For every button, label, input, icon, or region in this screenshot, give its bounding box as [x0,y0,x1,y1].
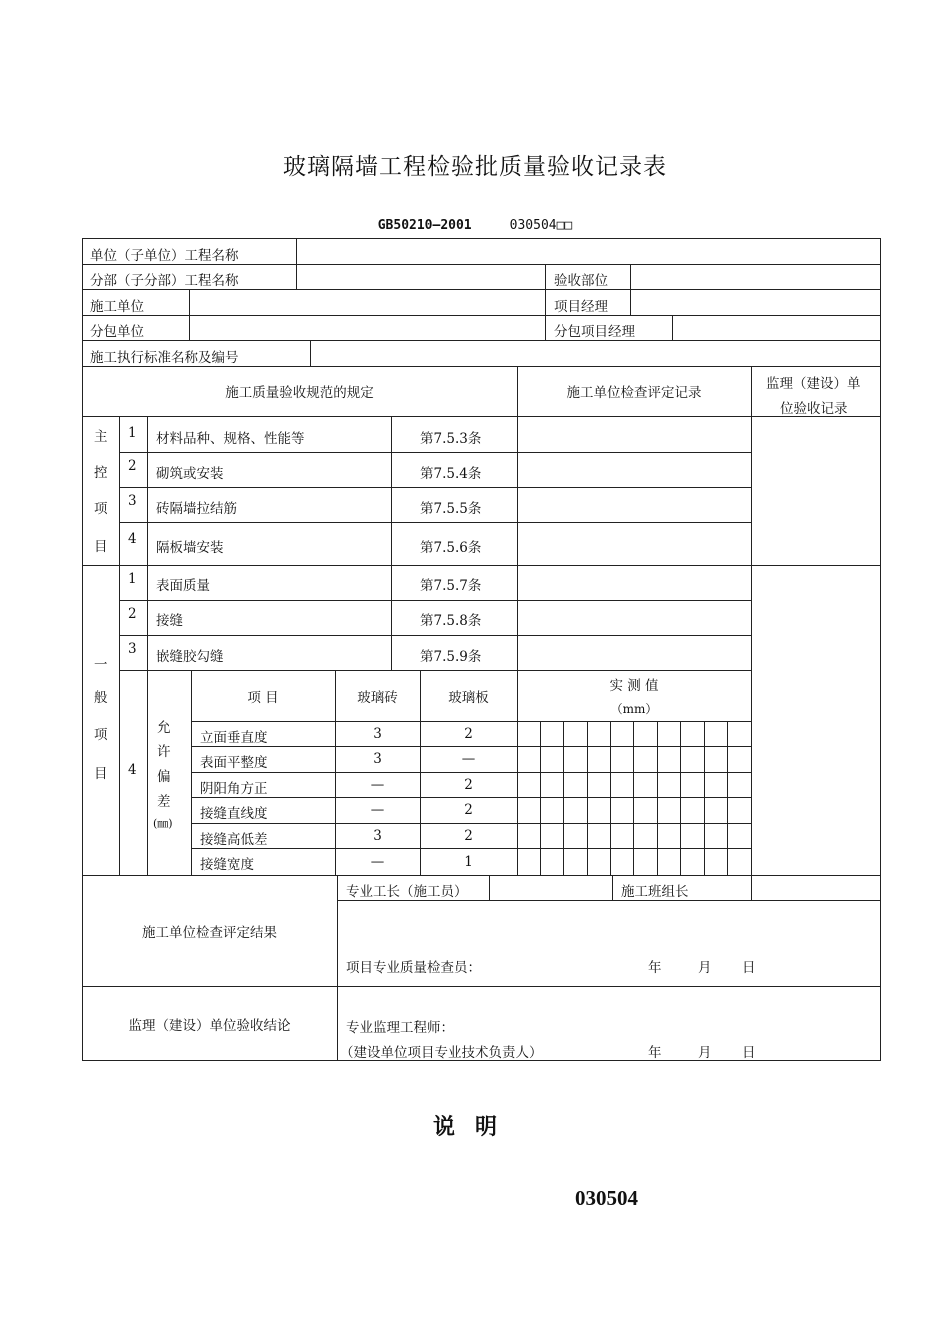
team-leader-label: 施工班组长 [621,884,689,900]
general-item-name: 接缝 [156,613,183,629]
conclusion-date-year: 年 [648,1045,662,1061]
general-label-char: 目 [94,766,108,782]
general-item-number: 1 [128,571,137,587]
deviation-row-panel: 2 [464,827,473,844]
deviation-col-brick-header: 玻璃砖 [357,689,398,706]
deviation-row-panel: 2 [464,802,473,818]
deviation-row-brick: — [370,853,385,870]
deviation-row-item: 表面平整度 [200,755,268,771]
form-number: 030504□□ [509,218,573,233]
spec-column-header: 施工质量验收规范的规定 [225,385,374,401]
general-label-char: 般 [94,690,108,706]
general-item-name: 嵌缝胶勾缝 [156,649,224,665]
check-record-column-header: 施工单位检查评定记录 [566,385,702,401]
footer-code: 030504 [575,1186,638,1210]
deviation-label-char: 偏 [157,769,171,785]
deviation-col-panel-header: 玻璃板 [448,689,489,706]
form-title: 玻璃隔墙工程检验批质量验收记录表 [283,154,667,180]
main-control-label-char: 控 [94,465,108,481]
deviation-row-panel: 2 [464,725,473,742]
main-item-clause: 第7.5.3条 [420,431,482,447]
supervision-record-header-line1: 监理（建设）单 [766,376,861,392]
foreman-label: 专业工长（施工员） [346,884,468,900]
deviation-row-panel: — [461,751,476,767]
quality-inspector-label: 项目专业质量检查员： [346,960,481,976]
deviation-row-panel: 1 [464,853,473,870]
deviation-row-item: 接缝宽度 [200,857,254,873]
measured-value-header: 实 测 值 [609,678,659,694]
main-control-label-char: 项 [94,501,108,517]
supervision-engineer-label: 专业监理工程师： [346,1020,454,1036]
result-date-day: 日 [742,960,756,976]
general-item-clause: 第7.5.9条 [420,649,482,665]
main-item-clause: 第7.5.5条 [420,501,482,517]
main-item-number: 3 [128,493,137,509]
main-item-name: 材料品种、规格、性能等 [156,431,305,447]
deviation-label-char: 允 [157,720,171,736]
deviation-label-char: 差 [157,794,171,810]
general-label-char: 项 [94,727,108,743]
main-control-label-char: 主 [94,429,108,445]
deviation-row-item: 阴阳角方正 [200,781,268,797]
supervision-record-header-line2: 位验收记录 [780,401,848,417]
main-item-number: 4 [128,531,137,547]
standard-label: 施工执行标准名称及编号 [90,350,239,366]
deviation-col-item-header: 项 目 [247,689,279,706]
deviation-row-brick: — [370,802,385,818]
deviation-row-item: 接缝直线度 [200,806,268,822]
inspection-part-label: 验收部位 [554,273,608,289]
main-item-name: 隔板墙安装 [156,540,224,556]
general-item-clause: 第7.5.7条 [420,578,482,594]
sub-project-label: 分部（子分部）工程名称 [90,273,239,289]
standard-code: GB50210—2001 [377,218,472,233]
check-result-label: 施工单位检查评定结果 [142,925,277,941]
deviation-row-brick: 3 [373,751,382,767]
deviation-label-unit: (㎜) [153,817,173,830]
result-date-year: 年 [648,960,662,976]
main-item-number: 2 [128,458,137,474]
conclusion-date-month: 月 [698,1045,712,1061]
deviation-row-item: 立面垂直度 [200,730,268,746]
description-title: 说明 [432,1115,517,1140]
general-item-number: 2 [128,606,137,622]
deviation-row-item: 接缝高低差 [200,832,268,848]
general-label-char: 一 [94,657,108,673]
supervision-conclusion-label: 监理（建设）单位验收结论 [128,1017,291,1034]
general-item-number: 3 [128,641,137,657]
subcontract-manager-label: 分包项目经理 [554,324,635,340]
main-item-name: 砖隔墙拉结筋 [156,501,237,517]
deviation-row-brick: — [370,776,385,793]
owner-technical-lead-label: （建设单位项目专业技术负责人） [340,1045,543,1061]
main-item-clause: 第7.5.4条 [420,466,482,482]
main-item-clause: 第7.5.6条 [420,540,482,556]
unit-project-label: 单位（子单位）工程名称 [90,248,239,264]
deviation-label-char: 许 [157,744,171,760]
measured-value-unit: （mm） [610,701,658,716]
deviation-row-brick: 3 [373,827,382,844]
deviation-item-number: 4 [128,762,137,778]
general-item-clause: 第7.5.8条 [420,613,482,629]
conclusion-date-day: 日 [742,1045,756,1061]
main-item-name: 砌筑或安装 [156,466,224,482]
general-item-name: 表面质量 [156,578,210,594]
deviation-row-brick: 3 [373,725,382,742]
project-manager-label: 项目经理 [554,299,608,315]
main-control-label-char: 目 [94,539,108,555]
result-date-month: 月 [698,960,712,976]
deviation-row-panel: 2 [464,776,473,793]
main-item-number: 1 [128,425,137,441]
construction-unit-label: 施工单位 [90,299,144,315]
subcontract-unit-label: 分包单位 [90,324,144,340]
